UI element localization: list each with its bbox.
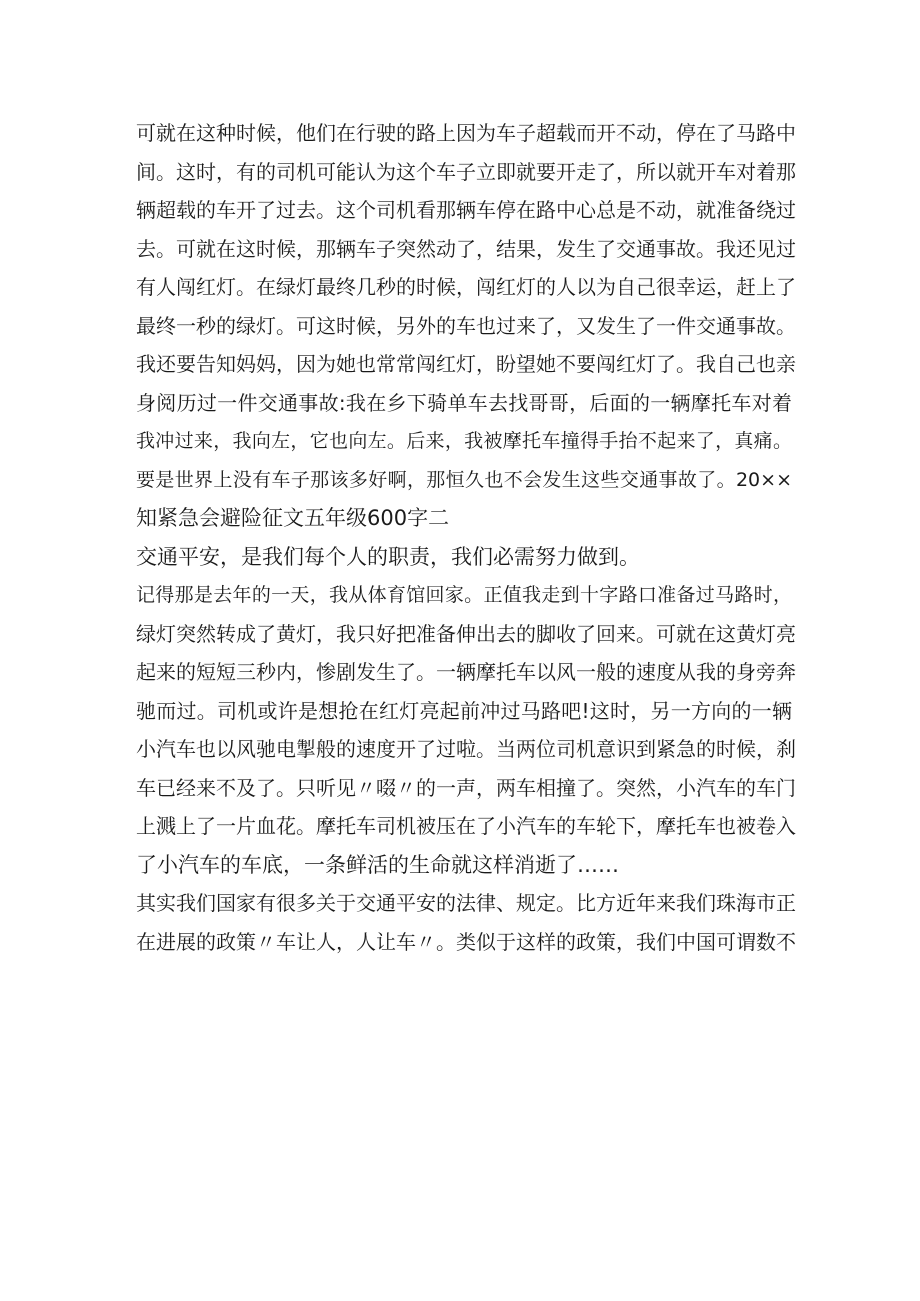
- text-line: 记得那是去年的一天，我从体育馆回家。正值我走到十字路口准备过马路时，: [136, 584, 792, 606]
- text-line: 交通平安，是我们每个人的职责，我们必需努力做到。: [136, 544, 640, 569]
- text-line: 辆超载的车开了过去。这个司机看那辆车停在路中心总是不动，就准备绕过: [136, 198, 796, 222]
- text-line: 车已经来不及了。只听见〃啜〃的一声，两车相撞了。突然，小汽车的车门: [136, 775, 796, 800]
- text-line: 在进展的政策〃车让人，人让车〃。类似于这样的政策，我们中国可谓数不: [136, 929, 796, 954]
- text-line: 其实我们国家有很多关于交通平安的法律、规定。比方近年来我们珠海市正: [136, 891, 796, 915]
- text-line: 我冲过来，我向左，它也向左。后来，我被摩托车撞得手抬不起来了，真痛。: [136, 430, 792, 452]
- text-line: 最终一秒的绿灯。可这时候，另外的车也过来了，又发生了一件交通事故。: [136, 313, 796, 338]
- text-line: 起来的短短三秒内，惨剧发生了。一辆摩托车以风一般的速度从我的身旁奔: [136, 660, 796, 684]
- text-line: 上溅上了一片血花。摩托车司机被压在了小汽车的车轮下，摩托车也被卷入: [136, 814, 796, 838]
- text-line: 知紧急会避险征文五年级600字二: [136, 506, 450, 530]
- text-line: 身阅历过一件交通事故:我在乡下骑单车去找哥哥，后面的一辆摩托车对着: [136, 390, 792, 415]
- text-line: 间。这时，有的司机可能认为这个车子立即就要开走了，所以就开车对着那: [136, 159, 796, 184]
- text-line: 要是世界上没有车子那该多好啊，那恒久也不会发生这些交通事故了。20××: [136, 468, 792, 491]
- text-line: 我还要告知妈妈，因为她也常常闯红灯，盼望她不要闯红灯了。我自己也亲: [136, 352, 796, 376]
- text-line: 可就在这种时候，他们在行驶的路上因为车子超载而开不动，停在了马路中: [136, 121, 796, 145]
- text-line: 驰而过。司机或许是想抢在红灯亮起前冲过马路吧!这时，另一方向的一辆: [136, 698, 792, 723]
- text-line: 有人闯红灯。在绿灯最终几秒的时候，闯红灯的人以为自己很幸运，赶上了: [136, 275, 796, 299]
- text-line: 小汽车也以风驰电掣般的速度开了过啦。当两位司机意识到紧急的时候，刹: [136, 737, 796, 761]
- document-body: [136, 114, 796, 961]
- text-line: 绿灯突然转成了黄灯，我只好把准备伸出去的脚收了回来。可就在这黄灯亮: [136, 621, 796, 646]
- text-line: 了小汽车的车底，一条鲜活的生命就这样消逝了……: [136, 852, 619, 877]
- text-line: 去。可就在这时候，那辆车子突然动了，结果，发生了交通事故。我还见过: [136, 236, 796, 261]
